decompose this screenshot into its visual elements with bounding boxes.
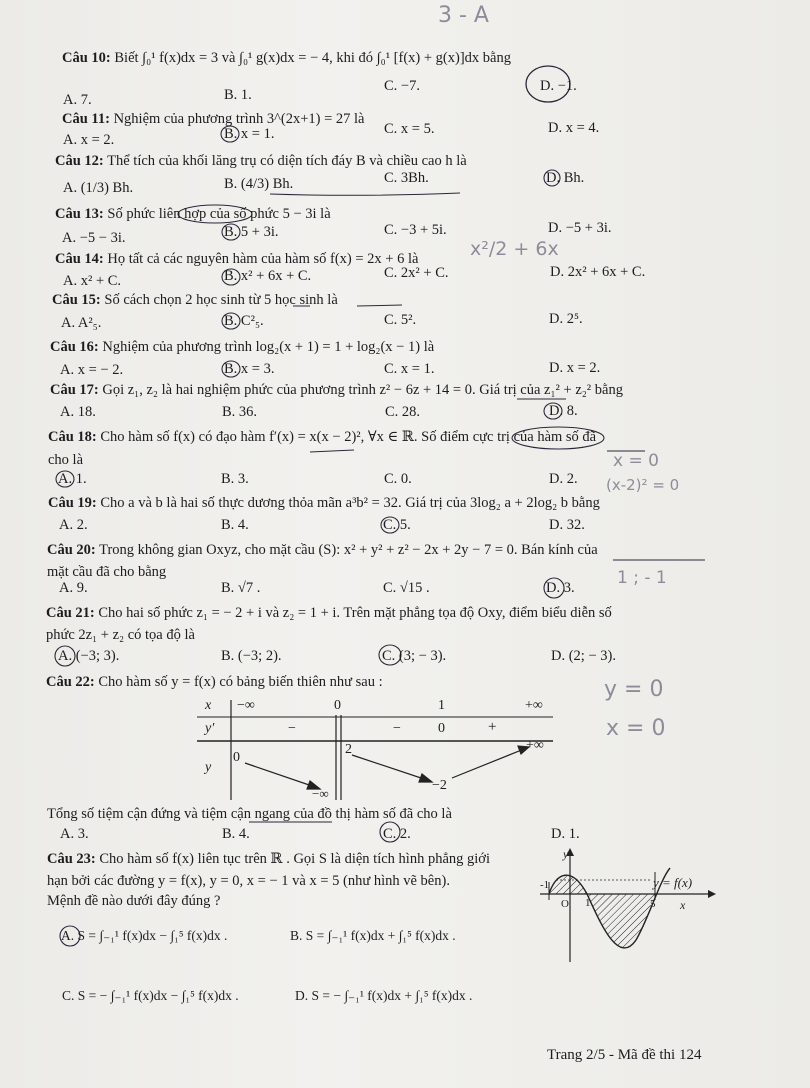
q21-stem-cont: phức 2z₁ + z₂ có tọa độ là: [46, 627, 195, 643]
vt-label-y: y: [205, 760, 212, 775]
q16-option-c[interactable]: C. x = 1.: [384, 361, 435, 377]
q17-label: Câu 17:: [50, 382, 99, 398]
vt-yp-sign-2: −: [393, 721, 401, 736]
q18-option-d[interactable]: D. 2.: [549, 471, 578, 487]
q12-option-b[interactable]: B. (4/3) Bh.: [224, 176, 294, 192]
q23-text: Cho hàm số f(x) liên tục trên ℝ . Gọi S là diện tích hình phẳng giới: [99, 851, 490, 867]
q14-text: Họ tất cả các nguyên hàm của hàm số f(x) = 2x + 6 là: [107, 251, 419, 267]
q20-label: Câu 20:: [47, 542, 96, 558]
q19-text: Cho a và b là hai số thực dương thỏa mãn a³b² = 32. Giá trị của 3log₂ a + 2log₂ b bằng: [100, 495, 600, 511]
q14-option-c[interactable]: C. 2x² + C.: [384, 265, 449, 281]
q23-label: Câu 23:: [47, 851, 96, 867]
q12-option-c[interactable]: C. 3Bh.: [384, 170, 429, 186]
q16-label: Câu 16:: [50, 339, 99, 355]
q17-stem: [50, 382, 623, 399]
q22-stem-cont: Tổng số tiệm cận đứng và tiệm cận ngang của đồ thị hàm số đã cho là: [47, 806, 452, 822]
q11-option-b[interactable]: B. x = 1.: [224, 126, 275, 142]
q22-label: Câu 22:: [46, 674, 95, 690]
q22-option-c[interactable]: C. 2.: [383, 826, 411, 842]
vt-yp-zero: 0: [438, 721, 445, 736]
vt-y-pos-inf: +∞: [526, 738, 544, 753]
q20-stem: [47, 542, 598, 559]
q22-option-b[interactable]: B. 4.: [222, 826, 250, 842]
q21-label: Câu 21:: [46, 605, 95, 621]
handwritten-q22-note1: y = 0: [604, 677, 664, 702]
variation-table-lines: [197, 700, 553, 800]
q11-stem: [62, 111, 364, 128]
q12-text: Thể tích của khối lăng trụ có diện tích đáy B và chiều cao h là: [107, 153, 467, 169]
vt-x-1: 1: [438, 698, 445, 713]
graph-y-label: y: [563, 847, 569, 861]
q13-option-b[interactable]: B. 5 + 3i.: [224, 224, 279, 240]
q15-option-a[interactable]: A. A²₅.: [61, 315, 102, 331]
q17-option-c[interactable]: C. 28.: [385, 404, 421, 420]
q22-text: Cho hàm số y = f(x) có bảng biến thiên như sau :: [98, 674, 383, 690]
vt-label-yprime: y′: [205, 721, 215, 736]
vt-x-pos-inf: +∞: [525, 698, 543, 713]
q20-option-b[interactable]: B. √7 .: [221, 580, 261, 596]
q11-label: Câu 11:: [62, 111, 110, 127]
graph-tick-neg1: -1: [540, 879, 550, 891]
q16-text: Nghiệm của phương trình log₂(x + 1) = 1 + log₂(x − 1) là: [102, 339, 435, 355]
q14-label: Câu 14:: [55, 251, 104, 267]
q19-stem: [48, 495, 600, 512]
variation-arrows: [245, 746, 529, 789]
q15-option-b[interactable]: B. C²₅.: [224, 313, 264, 329]
q10-label: Câu 10:: [62, 50, 111, 66]
q11-option-a[interactable]: A. x = 2.: [63, 132, 115, 148]
q13-option-a[interactable]: A. −5 − 3i.: [62, 230, 126, 246]
q20-stem-cont: mặt cầu đã cho bằng: [47, 564, 167, 580]
q23-stem-cont2: Mệnh đề nào dưới đây đúng ?: [47, 893, 221, 909]
q14-option-d[interactable]: D. 2x² + 6x + C.: [550, 264, 646, 280]
q19-option-c[interactable]: C. 5.: [383, 517, 411, 533]
q17-option-d[interactable]: D. 8.: [549, 403, 578, 419]
q12-option-a[interactable]: A. (1/3) Bh.: [63, 180, 134, 196]
vt-yp-sign-1: −: [288, 721, 296, 736]
q15-label: Câu 15:: [52, 292, 101, 308]
graph-tick-1: 1: [585, 897, 591, 909]
q22-option-a[interactable]: A. 3.: [60, 826, 89, 842]
q22-option-d[interactable]: D. 1.: [551, 826, 580, 842]
q15-stem: [52, 292, 338, 309]
q23-option-b[interactable]: B. S = ∫₋₁¹ f(x)dx + ∫₁⁵ f(x)dx .: [290, 928, 456, 943]
page-footer: Trang 2/5 - Mã đề thi 124: [547, 1047, 702, 1063]
q14-option-a[interactable]: A. x² + C.: [63, 273, 122, 289]
q17-option-a[interactable]: A. 18.: [60, 404, 96, 420]
q21-text: Cho hai số phức z₁ = − 2 + i và z₂ = 1 + i. Trên mặt phẳng tọa độ Oxy, điểm biểu diễn số: [98, 605, 612, 621]
q20-option-c[interactable]: C. √15 .: [383, 580, 430, 596]
q23-option-a[interactable]: A. S = ∫₋₁¹ f(x)dx − ∫₁⁵ f(x)dx .: [61, 928, 228, 943]
q10-option-c[interactable]: C. −7.: [384, 78, 420, 94]
q15-option-c[interactable]: C. 5².: [384, 312, 417, 328]
q20-option-d[interactable]: D. 3.: [546, 580, 575, 596]
q18-option-c[interactable]: C. 0.: [384, 471, 412, 487]
q13-label: Câu 13:: [55, 206, 104, 222]
q16-option-d[interactable]: D. x = 2.: [549, 360, 601, 376]
q23-option-d[interactable]: D. S = − ∫₋₁¹ f(x)dx + ∫₁⁵ f(x)dx .: [295, 988, 473, 1003]
q22-stem: [46, 674, 383, 691]
handwritten-top-note: 3 - A: [438, 3, 489, 28]
q19-option-d[interactable]: D. 32.: [549, 517, 585, 533]
q18-label: Câu 18:: [48, 429, 97, 445]
q20-text: Trong không gian Oxyz, cho mặt cầu (S): x² + y² + z² − 2x + 2y − 7 = 0. Bán kính của: [99, 542, 598, 558]
vt-y-neg-inf: −∞: [312, 786, 329, 801]
q23-stem-cont: hạn bởi các đường y = f(x), y = 0, x = − 1 và x = 5 (như hình vẽ bên).: [47, 873, 450, 889]
handwritten-q18-note2: (x-2)² = 0: [606, 476, 680, 494]
q19-label: Câu 19:: [48, 495, 97, 511]
q17-text: Gọi z₁, z₂ là hai nghiệm phức của phương trình z² − 6z + 14 = 0. Giá trị của z₁² + z₂² bằng: [102, 382, 623, 398]
vt-yp-sign-3: +: [488, 719, 497, 735]
q16-option-a[interactable]: A. x = − 2.: [60, 362, 124, 378]
handwritten-q22-note2: x = 0: [606, 716, 666, 741]
q10-option-b[interactable]: B. 1.: [224, 87, 252, 103]
vt-y-2: 2: [345, 742, 352, 757]
q12-stem: [55, 153, 467, 170]
q15-text: Số cách chọn 2 học sinh từ 5 học sinh là: [104, 292, 338, 308]
q16-stem: [50, 339, 434, 356]
q10-stem: [62, 50, 511, 67]
q20-option-a[interactable]: A. 9.: [59, 580, 88, 596]
graph-tick-origin: O: [561, 898, 569, 910]
q16-option-b[interactable]: B. x = 3.: [224, 361, 275, 377]
q14-option-b[interactable]: B. x² + 6x + C.: [224, 268, 312, 284]
vt-y-neg2: −2: [432, 778, 447, 793]
q18-text: Cho hàm số f(x) có đạo hàm f′(x) = x(x − 2)², ∀x ∈ ℝ. Số điểm cực trị của hàm số đã: [100, 429, 597, 445]
q13-option-c[interactable]: C. −3 + 5i.: [384, 222, 447, 238]
q10-text: Biết ∫₀¹ f(x)dx = 3 và ∫₀¹ g(x)dx = − 4, khi đó ∫₀¹ [f(x) + g(x)]dx bằng: [114, 50, 511, 66]
vt-x-neg-inf: −∞: [237, 698, 255, 713]
q19-option-a[interactable]: A. 2.: [59, 517, 88, 533]
q21-option-c[interactable]: C. (3; − 3).: [382, 648, 447, 664]
q21-stem: [46, 605, 612, 622]
q11-option-c[interactable]: C. x = 5.: [384, 121, 435, 137]
q23-option-c[interactable]: C. S = − ∫₋₁¹ f(x)dx − ∫₁⁵ f(x)dx .: [62, 988, 239, 1003]
q13-option-d[interactable]: D. −5 + 3i.: [548, 220, 612, 236]
q11-option-d[interactable]: D. x = 4.: [548, 120, 600, 136]
vt-y-0: 0: [233, 750, 240, 765]
q21-option-a[interactable]: A. (−3; 3).: [58, 648, 120, 664]
handwritten-q14-note: x²/2 + 6x: [470, 238, 559, 260]
graph-tick-5: 5: [650, 898, 656, 910]
graph-curve-label: y = f(x): [653, 875, 693, 890]
q11-text: Nghiệm của phương trình 3^(2x+1) = 27 là: [113, 111, 365, 127]
q12-option-d[interactable]: D. Bh.: [546, 170, 585, 186]
q18-option-b[interactable]: B. 3.: [221, 471, 249, 487]
q13-stem: [55, 206, 331, 223]
q10-option-a[interactable]: A. 7.: [63, 92, 92, 108]
graph-x-label: x: [680, 898, 686, 912]
q12-label: Câu 12:: [55, 153, 104, 169]
vt-x-0: 0: [334, 698, 341, 713]
q18-stem: [48, 429, 596, 446]
q17-option-b[interactable]: B. 36.: [222, 404, 258, 420]
q15-option-d[interactable]: D. 2⁵.: [549, 311, 583, 327]
q18-option-a[interactable]: A. 1.: [58, 471, 87, 487]
q23-stem: [47, 851, 490, 868]
q19-option-b[interactable]: B. 4.: [221, 517, 249, 533]
q18-stem-cont: cho là: [48, 452, 84, 468]
handwritten-q18-note1: x = 0: [613, 451, 659, 471]
q13-text: Số phức liên hợp của số phức 5 − 3i là: [107, 206, 331, 222]
q10-option-d[interactable]: D. −1.: [540, 78, 577, 94]
q14-stem: [55, 251, 418, 268]
q21-option-b[interactable]: B. (−3; 2).: [221, 648, 282, 664]
handwritten-q20-note: 1 ; - 1: [617, 568, 667, 588]
vt-label-x: x: [205, 698, 212, 713]
q21-option-d[interactable]: D. (2; − 3).: [551, 648, 616, 664]
